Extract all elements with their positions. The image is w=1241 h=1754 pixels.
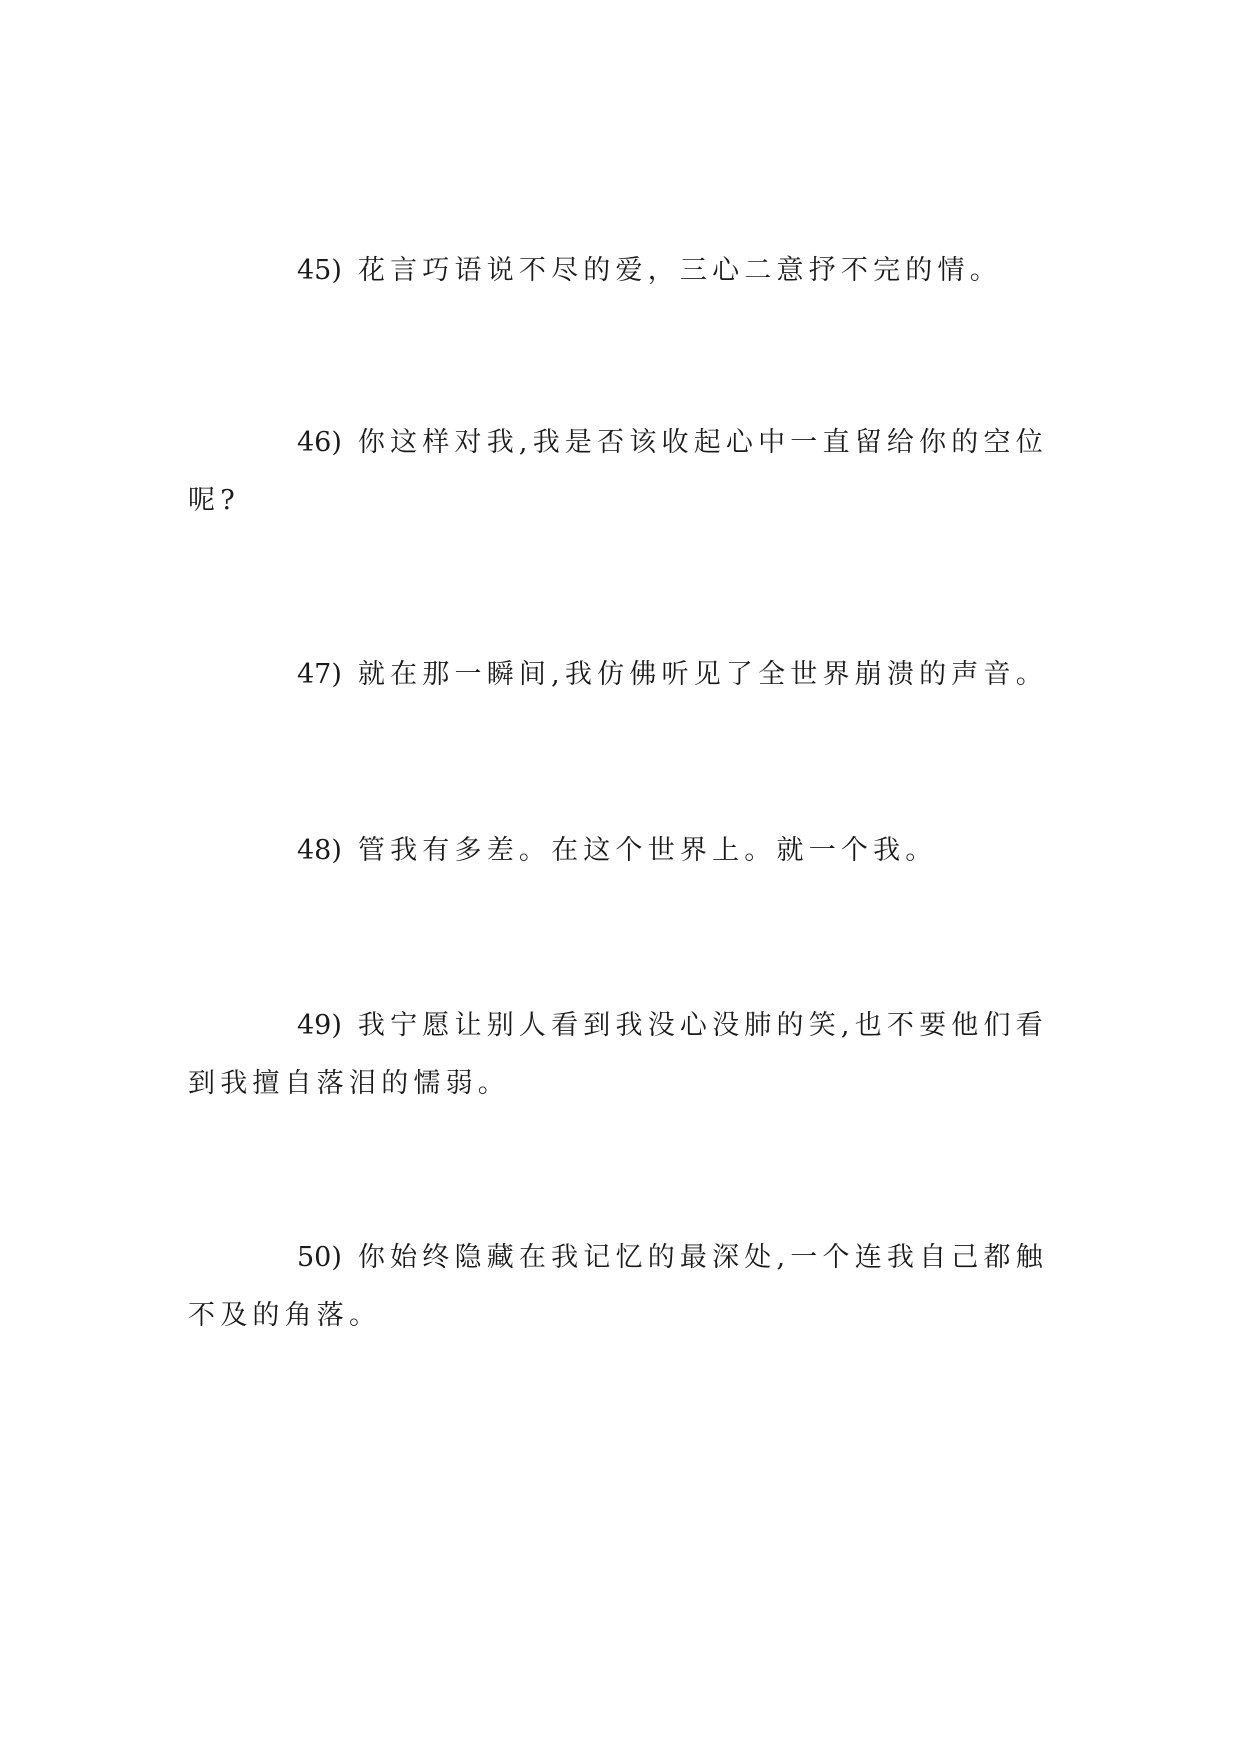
- item-paren: ): [331, 1010, 342, 1041]
- item-text: 你始终隐藏在我记忆的最深处,一个连我自己都触不及的角落。: [188, 1242, 1048, 1331]
- item-text: 花言巧语说不尽的爱，三心二意抒不完的情。: [357, 255, 1002, 286]
- item-number: 47: [297, 659, 332, 690]
- list-item: [188, 242, 1054, 300]
- item-number: 48: [297, 835, 332, 866]
- item-paren: ): [331, 427, 342, 458]
- item-text: 管我有多差。在这个世界上。就一个我。: [357, 835, 938, 866]
- item-paren: ): [331, 835, 342, 866]
- item-paren: ): [331, 1242, 342, 1273]
- item-number: 45: [297, 255, 332, 286]
- list-item: [188, 997, 1054, 1113]
- item-number: 46: [297, 427, 332, 458]
- item-text: 你这样对我,我是否该收起心中一直留给你的空位呢?: [188, 427, 1048, 516]
- item-paren: ): [331, 659, 342, 690]
- item-number: 50: [297, 1242, 332, 1273]
- list-item: [188, 822, 1054, 880]
- item-number: 49: [297, 1010, 332, 1041]
- item-text: 就在那一瞬间,我仿佛听见了全世界崩溃的声音。: [357, 659, 1048, 690]
- list-item: [188, 1229, 1054, 1345]
- list-item: [188, 414, 1054, 530]
- list-item: [188, 646, 1054, 704]
- item-paren: ): [331, 255, 342, 286]
- item-text: 我宁愿让别人看到我没心没肺的笑,也不要他们看到我擅自落泪的懦弱。: [188, 1010, 1048, 1099]
